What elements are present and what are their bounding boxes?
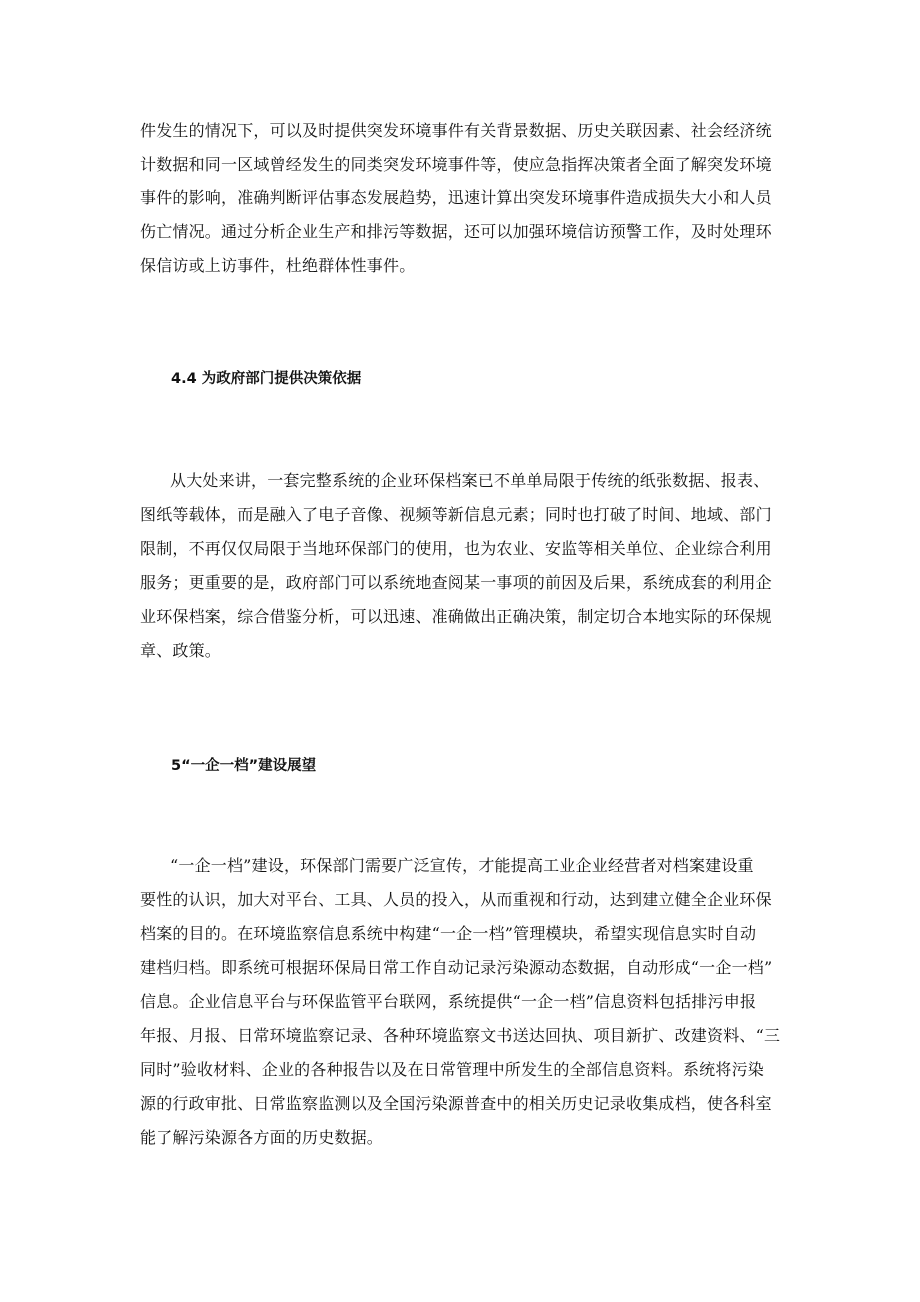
- paragraph-line: 件发生的情况下，可以及时提供突发环境事件有关背景数据、历史关联因素、社会经济统: [140, 121, 772, 140]
- paragraph-line: 保信访或上访事件，杜绝群体性事件。: [140, 256, 416, 275]
- paragraph-line: 计数据和同一区域曾经发生的同类突发环境事件等，使应急指挥决策者全面了解突发环境: [140, 155, 772, 174]
- paragraph-line: 事件的影响，准确判断评估事态发展趋势，迅速计算出突发环境事件造成损失大小和人员: [140, 188, 772, 207]
- paragraph-line: 伤亡情况。通过分析企业生产和排污等数据，还可以加强环境信访预警工作，及时处理环: [140, 222, 772, 241]
- paragraph-line: 要性的认识，加大对平台、工具、人员的投入，从而重视和行动，达到建立健全企业环保: [140, 890, 772, 909]
- paragraph-line: 图纸等载体，而是融入了电子音像、视频等新信息元素；同时也打破了时间、地域、部门: [140, 505, 772, 524]
- section-heading-4-4: 4.4 为政府部门提供决策依据: [171, 371, 362, 387]
- paragraph-line: 建档归档。即系统可根据环保局日常工作自动记录污染源动态数据，自动形成“一企一档”: [140, 958, 773, 977]
- section-heading-5: 5“一企一档”建设展望: [171, 758, 317, 774]
- paragraph-line: 档案的目的。在环境监察信息系统中构建“一企一档”管理模块，希望实现信息实时自动: [140, 924, 757, 943]
- paragraph-line: 源的行政审批、日常监察监测以及全国污染源普查中的相关历史记录收集成档，使各科室: [140, 1094, 772, 1113]
- paragraph-line: 信息。企业信息平台与环保监管平台联网，系统提供“一企一档”信息资料包括排污申报: [140, 992, 757, 1011]
- paragraph-line: 能了解污染源各方面的历史数据。: [140, 1128, 384, 1147]
- paragraph-line: 业环保档案，综合借鉴分析，可以迅速、准确做出正确决策，制定切合本地实际的环保规: [140, 607, 772, 626]
- paragraph-line: 章、政策。: [140, 641, 222, 660]
- paragraph-line: 服务；更重要的是，政府部门可以系统地查阅某一事项的前因及后果，系统成套的利用企: [140, 573, 772, 592]
- paragraph-line: “一企一档”建设，环保部门需要广泛宣传，才能提高工业企业经营者对档案建设重: [170, 856, 754, 875]
- paragraph-line: 限制，不再仅仅局限于当地环保部门的使用，也为农业、安监等相关单位、企业综合利用: [140, 539, 772, 558]
- paragraph-line: 年报、月报、日常环境监察记录、各种环境监察文书送达回执、项目新扩、改建资料、“三: [140, 1026, 781, 1045]
- paragraph-line: 同时”验收材料、企业的各种报告以及在日常管理中所发生的全部信息资料。系统将污染: [140, 1060, 764, 1079]
- paragraph-line: 从大处来讲，一套完整系统的企业环保档案已不单单局限于传统的纸张数据、报表、: [170, 471, 770, 490]
